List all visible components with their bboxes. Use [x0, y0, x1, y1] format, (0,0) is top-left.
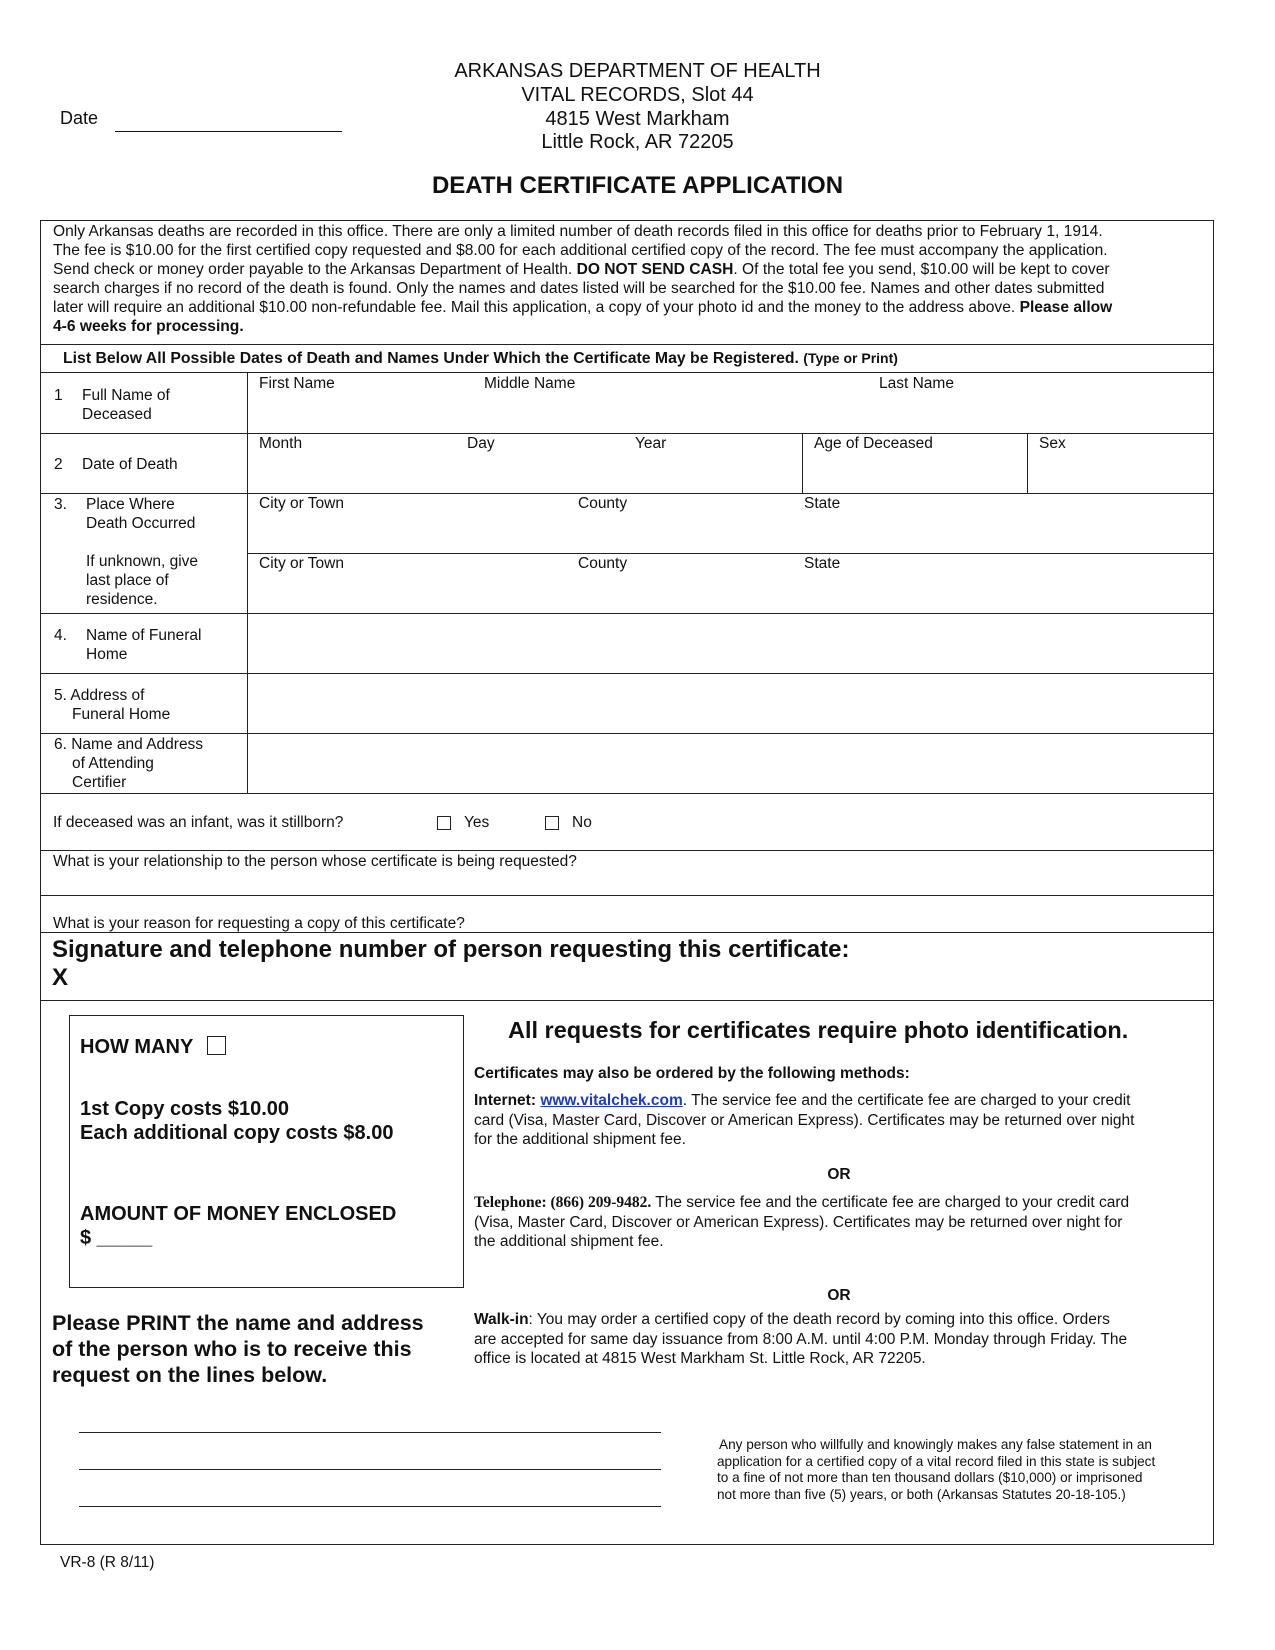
how-many-label: HOW MANY [80, 1035, 226, 1059]
recipient-address-line[interactable] [79, 1469, 661, 1470]
divider [40, 344, 1214, 345]
recipient-city-line[interactable] [79, 1506, 661, 1507]
signature-label: Signature and telephone number of person requesting this certificate: [52, 936, 850, 963]
vitalchek-link[interactable]: www.vitalchek.com [540, 1092, 683, 1109]
signature-section [52, 936, 849, 992]
intro-line: search charges if no record of the death is found. Only the names and dates listed will be searched for the $10.00 fee. Names and other dates submitted [53, 280, 1105, 297]
relationship-field[interactable] [44, 872, 1210, 900]
divider [40, 433, 1214, 434]
funeral-address-label: 5. Address of Funeral Home [54, 687, 171, 723]
agency-city: Little Rock, AR 72205 [541, 131, 734, 153]
signature-field[interactable]: X [52, 964, 69, 991]
yes-label: Yes [464, 814, 490, 831]
how-many-checkbox[interactable] [207, 1036, 226, 1055]
death-city-field[interactable]: City or Town [259, 495, 344, 512]
intro-line: Send check or money order payable to the Arkansas Department of Health. DO NOT SEND CASH. Of the total fee you send, $10.00 will be kept to cover [53, 261, 1110, 278]
relationship-question: What is your relationship to the person whose certificate is being requested? [53, 853, 577, 870]
place-of-death-label: Place Where Death Occurred If unknown, give last place of residence. [86, 496, 199, 608]
death-state-field[interactable]: State [804, 495, 841, 512]
telephone-number: Telephone: (866) 209-9482. [474, 1194, 652, 1211]
date-label: Date [60, 108, 99, 128]
row-number: 1 [54, 387, 63, 404]
divider [40, 613, 1214, 614]
intro-paragraph [53, 222, 1203, 336]
residence-state-field[interactable]: State [804, 555, 841, 572]
no-checkbox[interactable] [545, 816, 559, 830]
divider [247, 553, 1214, 554]
intro-line: The fee is $10.00 for the first certified copy requested and $8.00 for each additional certified copy of the record. The fee must accompany the application. [53, 242, 1108, 259]
methods-heading: Certificates may also be ordered by the following methods: [474, 1065, 910, 1082]
intro-line: later will require an additional $10.00 non-refundable fee. Mail this application, a copy of your photo id and the money to the address above. Please allow [53, 299, 1113, 316]
print-instructions: Please PRINT the name and address of the person who is to receive this request on the lines below. [52, 1311, 424, 1387]
or-separator: OR [827, 1287, 851, 1304]
form-id: VR-8 (R 8/11) [60, 1554, 155, 1571]
no-cash-warning: DO NOT SEND CASH [576, 261, 734, 278]
divider [40, 673, 1214, 674]
date-field[interactable] [115, 131, 342, 132]
amount-enclosed: AMOUNT OF MONEY ENCLOSED $ _____ [80, 1203, 397, 1249]
stillborn-question: If deceased was an infant, was it stillborn? [53, 814, 344, 831]
column-divider [247, 372, 248, 793]
agency-division: VITAL RECORDS, Slot 44 [521, 84, 754, 106]
divider [40, 372, 1214, 373]
last-name-field[interactable]: Last Name [879, 375, 954, 392]
walk-in-method: Walk-in: You may order a certified copy of the death record by coming into this office. Orders are accepted for same day issuance from 8:00 A.M. until 4:00 P.M. Monday through Friday. The office is located at 4815 West Markham St. Little Rock, AR 72205. [474, 1311, 1128, 1367]
divider [40, 793, 1214, 794]
column-divider [802, 433, 803, 493]
agency-street: 4815 West Markham [545, 108, 730, 130]
divider [40, 850, 1214, 851]
telephone-method: Telephone: (866) 209-9482. The service fee and the certificate fee are charged to your credit card (Visa, Master Card, Discover or American Express). Certificates may be returned over night for the additional shipment fee. [474, 1194, 1130, 1250]
recipient-name-line[interactable] [79, 1432, 661, 1433]
funeral-address-field[interactable] [250, 676, 1210, 730]
date-of-death-label: Date of Death [82, 456, 178, 473]
list-heading: List Below All Possible Dates of Death and Names Under Which the Certificate May be Registered. (Type or Print) [63, 350, 898, 367]
age-field[interactable]: Age of Deceased [814, 435, 933, 452]
sex-field[interactable]: Sex [1039, 435, 1066, 452]
middle-name-field[interactable]: Middle Name [484, 375, 576, 392]
row-number: 4. [54, 627, 67, 644]
or-separator: OR [827, 1166, 851, 1183]
intro-line: 4-6 weeks for processing. [53, 318, 244, 335]
legal-notice: Any person who willfully and knowingly makes any false statement in an application for a certified copy of a vital record filed in this state is subject to a fine of not more than ten thousand dollars ($10,000) or imprisoned not more than five (5) years, or both (Arkansas Statutes 20-18-105.) [717, 1437, 1156, 1502]
month-field[interactable]: Month [259, 435, 303, 452]
photo-id-notice: All requests for certificates require photo identification. [508, 1017, 1129, 1043]
divider [40, 493, 1214, 494]
yes-checkbox[interactable] [437, 816, 451, 830]
day-field[interactable]: Day [467, 435, 495, 452]
divider [40, 733, 1214, 734]
row-number: 2 [54, 456, 63, 473]
year-field[interactable]: Year [635, 435, 667, 452]
no-label: No [572, 814, 592, 831]
first-name-field[interactable]: First Name [259, 375, 335, 392]
reason-question: What is your reason for requesting a copy of this certificate? [53, 915, 465, 932]
agency-name: ARKANSAS DEPARTMENT OF HEALTH [454, 60, 821, 82]
row-number: 3. [54, 496, 67, 513]
divider [40, 1000, 1214, 1001]
page-title: DEATH CERTIFICATE APPLICATION [431, 172, 844, 199]
column-divider [1027, 433, 1028, 493]
residence-city-field[interactable]: City or Town [259, 555, 344, 572]
internet-method: Internet: www.vitalchek.com. The service fee and the certificate fee are charged to your credit card (Visa, Master Card, Discover or American Express). Certificates may be returned over night for the additional shipment fee. [474, 1092, 1135, 1148]
funeral-home-label: Name of Funeral Home [86, 627, 202, 663]
intro-line: Only Arkansas deaths are recorded in this office. There are only a limited number of death records filed in this office for deaths prior to February 1, 1914. [53, 223, 1103, 240]
certifier-label: 6. Name and Address of Attending Certifier [54, 736, 204, 791]
death-county-field[interactable]: County [578, 495, 628, 512]
certifier-field[interactable] [250, 736, 1210, 790]
full-name-label: Full Name of Deceased [82, 387, 170, 423]
funeral-home-field[interactable] [250, 616, 1210, 670]
residence-county-field[interactable]: County [578, 555, 628, 572]
copy-costs: 1st Copy costs $10.00 Each additional copy costs $8.00 [80, 1098, 394, 1144]
amount-field[interactable]: $ _____ [80, 1227, 153, 1249]
